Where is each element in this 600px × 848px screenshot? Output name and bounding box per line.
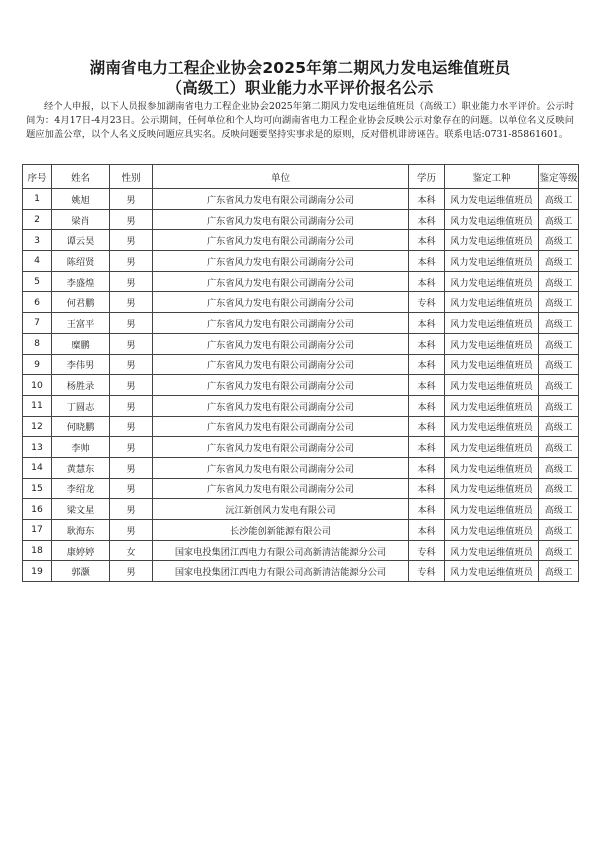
table-row <box>23 230 579 251</box>
cell-gender: 男 <box>110 520 153 541</box>
cell-index: 18 <box>23 540 52 561</box>
cell-gender: 男 <box>110 292 153 313</box>
cell-name: 梁文星 <box>52 499 110 520</box>
cell-education: 本科 <box>409 333 445 354</box>
cell-index: 15 <box>23 478 52 499</box>
cell-employer: 广东省风力发电有限公司湖南分公司 <box>153 251 409 272</box>
cell-education: 本科 <box>409 189 445 210</box>
cell-index: 12 <box>23 416 52 437</box>
table-row <box>23 540 579 561</box>
cell-gender: 男 <box>110 251 153 272</box>
header-trade: 鉴定工种 <box>445 165 539 189</box>
cell-employer: 广东省风力发电有限公司湖南分公司 <box>153 313 409 334</box>
cell-name: 谭云昊 <box>52 230 110 251</box>
cell-index: 11 <box>23 395 52 416</box>
cell-education: 专科 <box>409 540 445 561</box>
cell-name: 糜鹏 <box>52 333 110 354</box>
cell-name: 耿海东 <box>52 520 110 541</box>
table-row <box>23 375 579 396</box>
table-row <box>23 271 579 292</box>
header-gender: 性别 <box>110 165 153 189</box>
cell-gender: 男 <box>110 313 153 334</box>
cell-index: 8 <box>23 333 52 354</box>
table-row <box>23 395 579 416</box>
cell-gender: 男 <box>110 333 153 354</box>
cell-name: 李绍龙 <box>52 478 110 499</box>
cell-level: 高级工 <box>539 457 579 478</box>
cell-employer: 广东省风力发电有限公司湖南分公司 <box>153 395 409 416</box>
cell-education: 本科 <box>409 520 445 541</box>
table-row <box>23 561 579 582</box>
cell-gender: 男 <box>110 395 153 416</box>
cell-name: 杨胜录 <box>52 375 110 396</box>
cell-level: 高级工 <box>539 499 579 520</box>
cell-trade: 风力发电运维值班员 <box>445 354 539 375</box>
cell-index: 13 <box>23 437 52 458</box>
cell-level: 高级工 <box>539 271 579 292</box>
cell-education: 本科 <box>409 354 445 375</box>
header-name: 姓名 <box>52 165 110 189</box>
cell-gender: 男 <box>110 271 153 292</box>
cell-name: 丁圆志 <box>52 395 110 416</box>
header-education: 学历 <box>409 165 445 189</box>
table-row <box>23 251 579 272</box>
cell-name: 王富平 <box>52 313 110 334</box>
cell-level: 高级工 <box>539 416 579 437</box>
notice-paragraph: 经个人申报，以下人员报参加湖南省电力工程企业协会2025年第二期风力发电运维值班员（高级工）职业能力水平评价。公示时间为：4月17日-4月23日。公示期间，任何单位和个人均可向湖南省电力工程企业协会反映公示对象存在的问题。以单位名义反映问题应加盖公章，以个人名义反映问题应具实名。反映问题要坚持实事求是的原则，反对借机诽谤诬告。联系电话:0731-85861601。 <box>26 101 574 141</box>
cell-gender: 男 <box>110 478 153 499</box>
table-row <box>23 478 579 499</box>
cell-education: 本科 <box>409 209 445 230</box>
cell-level: 高级工 <box>539 313 579 334</box>
cell-name: 李帅 <box>52 437 110 458</box>
cell-index: 7 <box>23 313 52 334</box>
cell-education: 本科 <box>409 375 445 396</box>
cell-employer: 广东省风力发电有限公司湖南分公司 <box>153 416 409 437</box>
cell-trade: 风力发电运维值班员 <box>445 251 539 272</box>
cell-trade: 风力发电运维值班员 <box>445 437 539 458</box>
cell-level: 高级工 <box>539 561 579 582</box>
cell-name: 李盛煌 <box>52 271 110 292</box>
cell-index: 19 <box>23 561 52 582</box>
cell-trade: 风力发电运维值班员 <box>445 209 539 230</box>
cell-trade: 风力发电运维值班员 <box>445 230 539 251</box>
cell-level: 高级工 <box>539 251 579 272</box>
cell-gender: 男 <box>110 189 153 210</box>
cell-education: 本科 <box>409 478 445 499</box>
cell-trade: 风力发电运维值班员 <box>445 520 539 541</box>
cell-trade: 风力发电运维值班员 <box>445 540 539 561</box>
cell-gender: 女 <box>110 540 153 561</box>
cell-trade: 风力发电运维值班员 <box>445 478 539 499</box>
cell-employer: 广东省风力发电有限公司湖南分公司 <box>153 230 409 251</box>
table-row <box>23 292 579 313</box>
cell-education: 本科 <box>409 457 445 478</box>
cell-employer: 广东省风力发电有限公司湖南分公司 <box>153 375 409 396</box>
cell-education: 本科 <box>409 416 445 437</box>
document-title-line-1: 湖南省电力工程企业协会2025年第二期风力发电运维值班员 <box>89 59 511 77</box>
cell-education: 本科 <box>409 313 445 334</box>
cell-name: 李伟男 <box>52 354 110 375</box>
cell-employer: 国家电投集团江西电力有限公司高新清洁能源分公司 <box>153 561 409 582</box>
table-row <box>23 209 579 230</box>
cell-gender: 男 <box>110 230 153 251</box>
cell-gender: 男 <box>110 209 153 230</box>
cell-employer: 广东省风力发电有限公司湖南分公司 <box>153 457 409 478</box>
cell-employer: 广东省风力发电有限公司湖南分公司 <box>153 354 409 375</box>
table-row <box>23 520 579 541</box>
cell-gender: 男 <box>110 457 153 478</box>
cell-employer: 沅江新创风力发电有限公司 <box>153 499 409 520</box>
cell-employer: 广东省风力发电有限公司湖南分公司 <box>153 209 409 230</box>
cell-index: 5 <box>23 271 52 292</box>
cell-trade: 风力发电运维值班员 <box>445 189 539 210</box>
table-row <box>23 313 579 334</box>
cell-trade: 风力发电运维值班员 <box>445 333 539 354</box>
cell-name: 陈绍贤 <box>52 251 110 272</box>
cell-index: 4 <box>23 251 52 272</box>
cell-name: 梁肖 <box>52 209 110 230</box>
cell-trade: 风力发电运维值班员 <box>445 457 539 478</box>
cell-index: 16 <box>23 499 52 520</box>
cell-index: 17 <box>23 520 52 541</box>
cell-index: 6 <box>23 292 52 313</box>
cell-trade: 风力发电运维值班员 <box>445 561 539 582</box>
cell-education: 专科 <box>409 292 445 313</box>
cell-gender: 男 <box>110 499 153 520</box>
cell-level: 高级工 <box>539 189 579 210</box>
cell-gender: 男 <box>110 416 153 437</box>
cell-level: 高级工 <box>539 230 579 251</box>
cell-name: 郭灏 <box>52 561 110 582</box>
cell-gender: 男 <box>110 354 153 375</box>
cell-index: 14 <box>23 457 52 478</box>
cell-education: 本科 <box>409 499 445 520</box>
table-row <box>23 333 579 354</box>
cell-index: 10 <box>23 375 52 396</box>
header-index: 序号 <box>23 165 52 189</box>
cell-level: 高级工 <box>539 395 579 416</box>
cell-trade: 风力发电运维值班员 <box>445 271 539 292</box>
table-row <box>23 189 579 210</box>
cell-education: 本科 <box>409 230 445 251</box>
cell-name: 何晓鹏 <box>52 416 110 437</box>
cell-name: 康婷婷 <box>52 540 110 561</box>
header-level: 鉴定等级 <box>539 165 579 189</box>
header-employer: 单位 <box>153 165 409 189</box>
cell-index: 3 <box>23 230 52 251</box>
cell-education: 专科 <box>409 561 445 582</box>
cell-name: 何君鹏 <box>52 292 110 313</box>
cell-employer: 广东省风力发电有限公司湖南分公司 <box>153 271 409 292</box>
cell-level: 高级工 <box>539 209 579 230</box>
cell-employer: 长沙能创新能源有限公司 <box>153 520 409 541</box>
cell-trade: 风力发电运维值班员 <box>445 313 539 334</box>
cell-name: 姚旭 <box>52 189 110 210</box>
cell-name: 黄慧东 <box>52 457 110 478</box>
cell-level: 高级工 <box>539 375 579 396</box>
table-row <box>23 457 579 478</box>
cell-employer: 广东省风力发电有限公司湖南分公司 <box>153 333 409 354</box>
document-title-line-2: （高级工）职业能力水平评价报名公示 <box>166 79 434 97</box>
cell-trade: 风力发电运维值班员 <box>445 395 539 416</box>
table-header-row <box>23 165 579 189</box>
applicant-table <box>22 164 579 582</box>
table-row <box>23 354 579 375</box>
cell-education: 本科 <box>409 395 445 416</box>
cell-gender: 男 <box>110 375 153 396</box>
cell-level: 高级工 <box>539 478 579 499</box>
cell-trade: 风力发电运维值班员 <box>445 375 539 396</box>
cell-employer: 广东省风力发电有限公司湖南分公司 <box>153 478 409 499</box>
cell-trade: 风力发电运维值班员 <box>445 292 539 313</box>
cell-gender: 男 <box>110 437 153 458</box>
cell-level: 高级工 <box>539 292 579 313</box>
cell-index: 9 <box>23 354 52 375</box>
cell-level: 高级工 <box>539 540 579 561</box>
cell-education: 本科 <box>409 251 445 272</box>
cell-employer: 广东省风力发电有限公司湖南分公司 <box>153 437 409 458</box>
cell-level: 高级工 <box>539 354 579 375</box>
cell-level: 高级工 <box>539 333 579 354</box>
cell-education: 本科 <box>409 271 445 292</box>
cell-education: 本科 <box>409 437 445 458</box>
cell-employer: 广东省风力发电有限公司湖南分公司 <box>153 189 409 210</box>
table-row <box>23 416 579 437</box>
cell-index: 1 <box>23 189 52 210</box>
cell-employer: 广东省风力发电有限公司湖南分公司 <box>153 292 409 313</box>
cell-employer: 国家电投集团江西电力有限公司高新清洁能源分公司 <box>153 540 409 561</box>
cell-level: 高级工 <box>539 437 579 458</box>
table-row <box>23 437 579 458</box>
cell-index: 2 <box>23 209 52 230</box>
cell-trade: 风力发电运维值班员 <box>445 416 539 437</box>
cell-gender: 男 <box>110 561 153 582</box>
cell-level: 高级工 <box>539 520 579 541</box>
cell-trade: 风力发电运维值班员 <box>445 499 539 520</box>
table-row <box>23 499 579 520</box>
